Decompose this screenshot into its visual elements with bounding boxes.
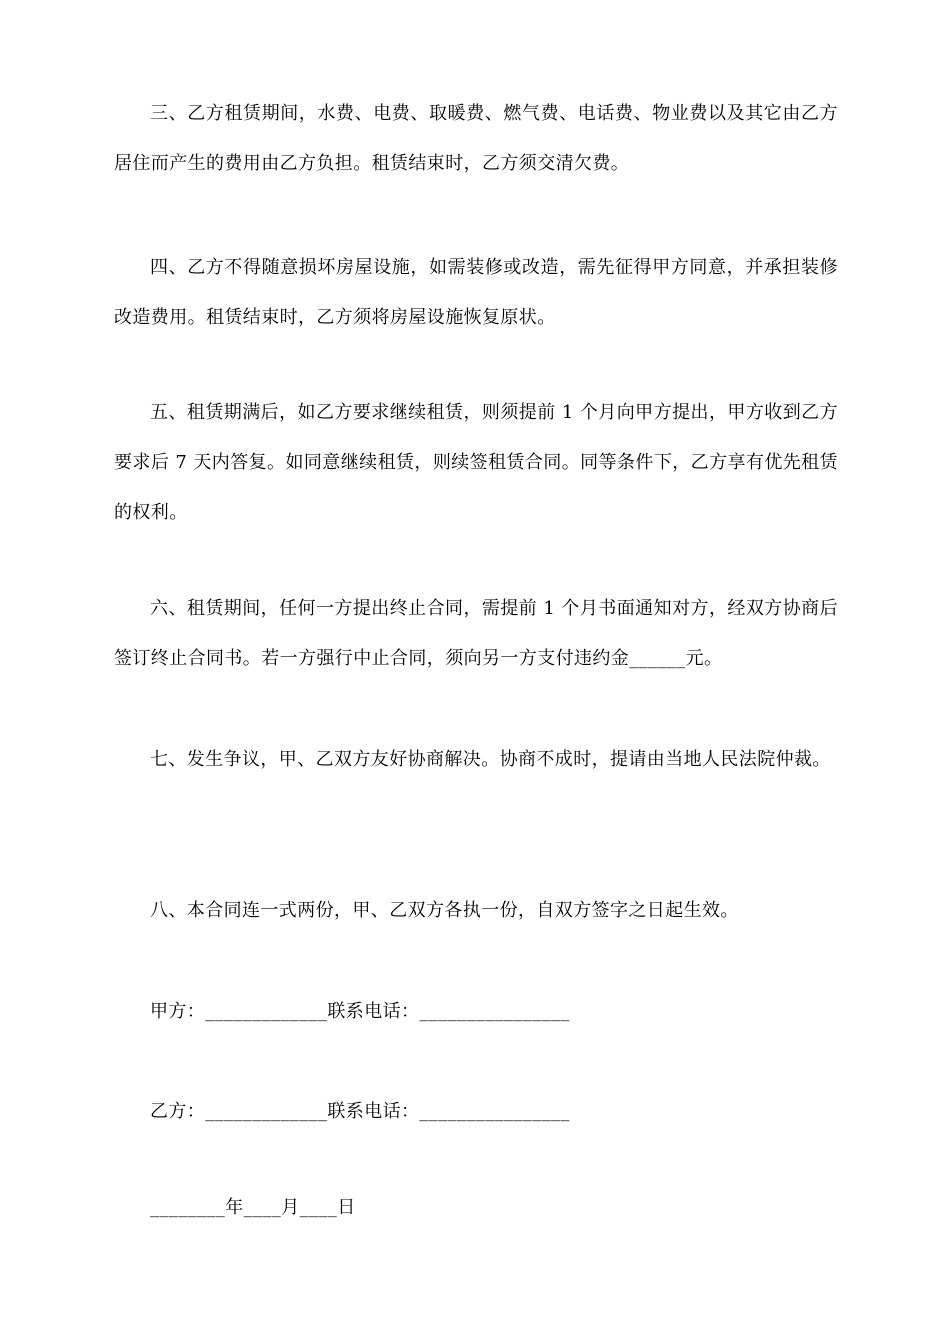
party-a-signature-line: 甲方：_____________联系电话：________________ (150, 1001, 570, 1022)
clause-4: 四、乙方不得随意损坏房屋设施，如需装修或改造，需先征得甲方同意，并承担装修改造费用。租赁结束时，乙方须将房屋设施恢复原状。 (114, 257, 838, 328)
clause-8: 八、本合同连一式两份，甲、乙双方各执一份，自双方签字之日起生效。 (150, 900, 739, 921)
date-line: ________年____月____日 (150, 1197, 356, 1218)
clause-3: 三、乙方租赁期间，水费、电费、取暖费、燃气费、电话费、物业费以及其它由乙方居住而产生的费用由乙方负担。租赁结束时，乙方须交清欠费。 (114, 103, 838, 174)
party-b-signature-line: 乙方：_____________联系电话：________________ (150, 1101, 570, 1122)
clause-7: 七、发生争议，甲、乙双方友好协商解决。协商不成时，提请由当地人民法院仲裁。 (150, 749, 831, 770)
clause-5: 五、租赁期满后，如乙方要求继续租赁，则须提前 1 个月向甲方提出，甲方收到乙方要求后 7 天内答复。如同意继续租赁，则续签租赁合同。同等条件下，乙方享有优先租赁的权利。 (114, 402, 838, 523)
clause-6: 六、租赁期间，任何一方提出终止合同，需提前 1 个月书面通知对方，经双方协商后签订终止合同书。若一方强行中止合同，须向另一方支付违约金______元。 (114, 598, 838, 669)
